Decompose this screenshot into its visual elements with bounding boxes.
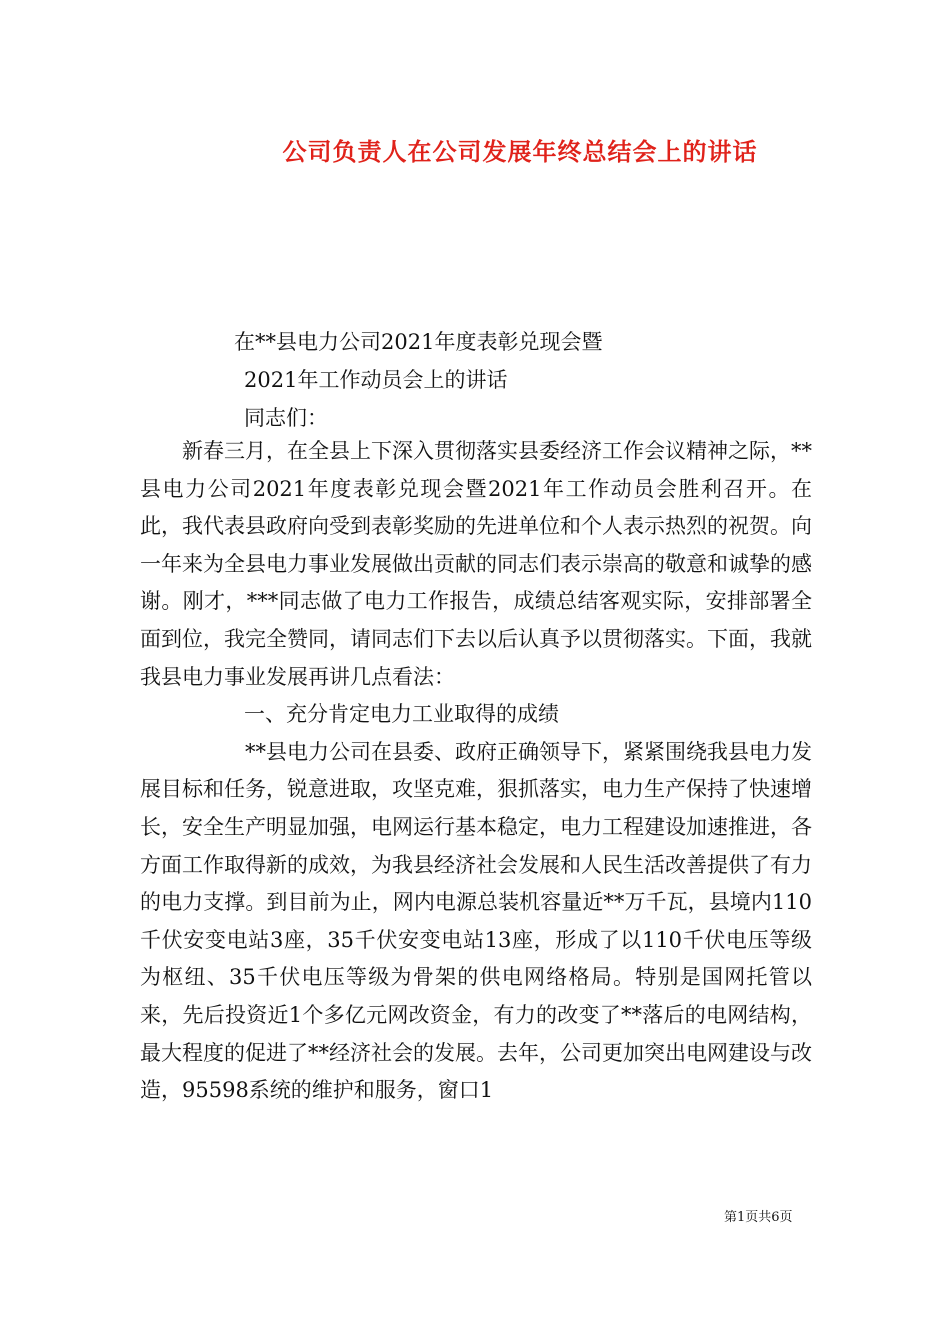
section-heading-1: 一、充分肯定电力工业取得的成绩 bbox=[244, 702, 559, 727]
page-footer: 第1页共6页 bbox=[724, 1210, 793, 1225]
body-paragraph-achievements: **县电力公司在县委、政府正确领导下，紧紧围绕我县电力发展目标和任务，锐意进取，攻坚克难，狠抓落实，电力生产保持了快速增长，安全生产明显加强，电网运行基本稳定，电力工程建设加速推进，各方面工作取得新的成效，为我县经济社会发展和人民生活改善提供了有力的电力支撑。到目前为止，网内电源总装机容量近**万千瓦，县境内110千伏安变电站3座，35千伏安变电站13座，形成了以110千伏电压等级为枢纽、35千伏电压等级为骨架的供电网络格局。特别是国网托管以来，先后投资近1个多亿元网改资金，有力的改变了**落后的电网结构，最大程度的促进了**经济社会的发展。去年，公司更加突出电网建设与改造，95598系统的维护和服务，窗口1 bbox=[140, 739, 812, 1103]
body-paragraph-opening: 新春三月，在全县上下深入贯彻落实县委经济工作会议精神之际，**县电力公司2021年度表彰兑现会暨2021年工作动员会胜利召开。在此，我代表县政府向受到表彰奖励的先进单位和个人表示热烈的祝贺。向一年来为全县电力事业发展做出贡献的同志们表示崇高的敬意和诚挚的感谢。刚才，***同志做了电力工作报告，成绩总结客观实际，安排部署全面到位，我完全赞同，请同志们下去以后认真予以贯彻落实。下面，我就我县电力事业发展再讲几点看法： bbox=[140, 439, 812, 689]
document-body bbox=[140, 433, 812, 1110]
document-title: 公司负责人在公司发展年终总结会上的讲话 bbox=[282, 138, 758, 166]
salutation: 同志们： bbox=[244, 406, 328, 430]
speech-heading-line-1: 在**县电力公司2021年度表彰兑现会暨 bbox=[234, 330, 603, 354]
speech-heading-line-2: 2021年工作动员会上的讲话 bbox=[244, 368, 508, 392]
